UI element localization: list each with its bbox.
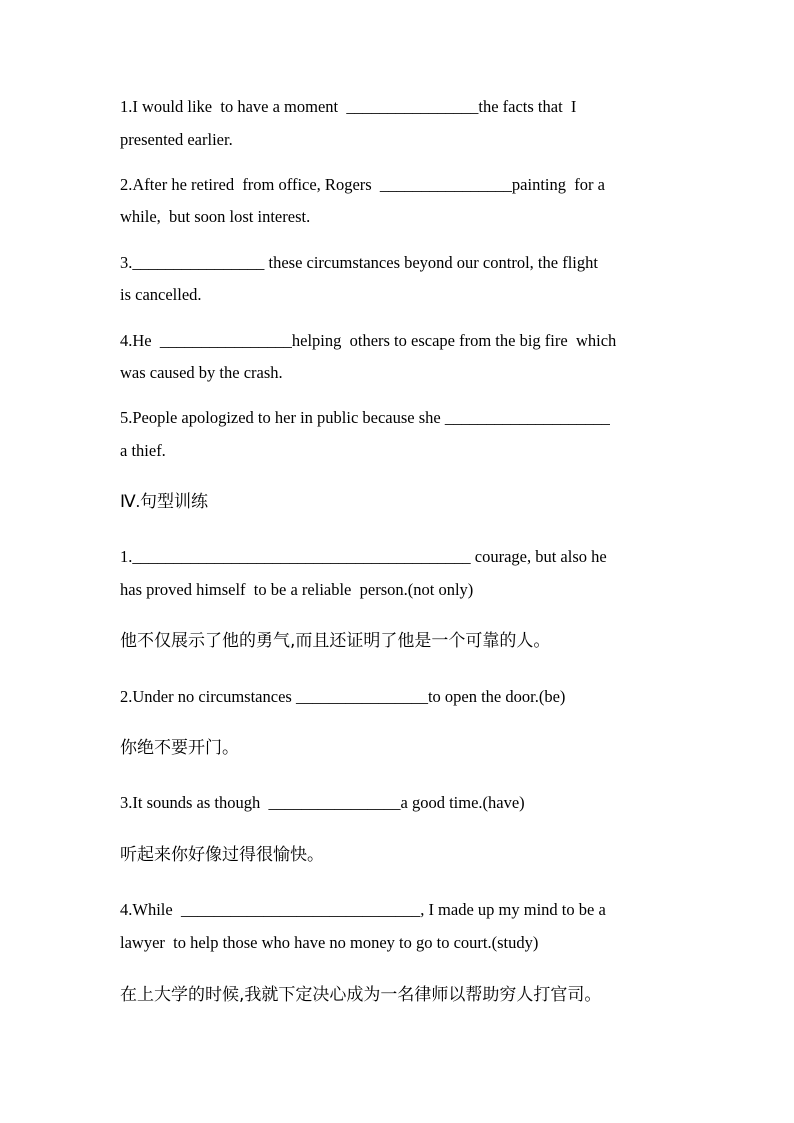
pattern-1-translation: 他不仅展示了他的勇气,而且还证明了他是一个可靠的人。	[120, 631, 551, 651]
pattern-4-translation: 在上大学的时候,我就下定决心成为一名律师以帮助穷人打官司。	[120, 985, 602, 1005]
exercise-3-line-1: 3.________________ these circumstances beyond our control, the flight	[120, 253, 598, 272]
exercise-1-line-1: 1.I would like to have a moment ________________the facts that I	[120, 97, 577, 116]
exercise-4-line-2: was caused by the crash.	[120, 363, 283, 382]
exercise-1-line-2: presented earlier.	[120, 130, 233, 149]
exercise-5-line-2: a thief.	[120, 441, 166, 460]
exercise-3-line-2: is cancelled.	[120, 285, 202, 304]
pattern-3-translation: 听起来你好像过得很愉快。	[120, 845, 324, 865]
pattern-2-translation: 你绝不要开门。	[120, 738, 239, 758]
exercise-4-line-1: 4.He ________________helping others to escape from the big fire which	[120, 331, 617, 350]
pattern-2-line-1: 2.Under no circumstances ________________to open the door.(be)	[120, 687, 566, 706]
exercise-2-line-2: while, but soon lost interest.	[120, 207, 311, 226]
pattern-1-line-2: has proved himself to be a reliable person.(not only)	[120, 580, 474, 599]
exercise-5-line-1: 5.People apologized to her in public because she ____________________	[120, 408, 610, 427]
exercise-2-line-1: 2.After he retired from office, Rogers ________________painting for a	[120, 175, 605, 194]
pattern-4-line-2: lawyer to help those who have no money to go to court.(study)	[120, 933, 539, 952]
pattern-3-line-1: 3.It sounds as though ________________a good time.(have)	[120, 793, 525, 812]
section-heading: Ⅳ.句型训练	[120, 492, 208, 511]
pattern-1-line-1: 1._________________________________________ courage, but also he	[120, 547, 607, 566]
pattern-4-line-1: 4.While _____________________________, I made up my mind to be a	[120, 900, 606, 919]
